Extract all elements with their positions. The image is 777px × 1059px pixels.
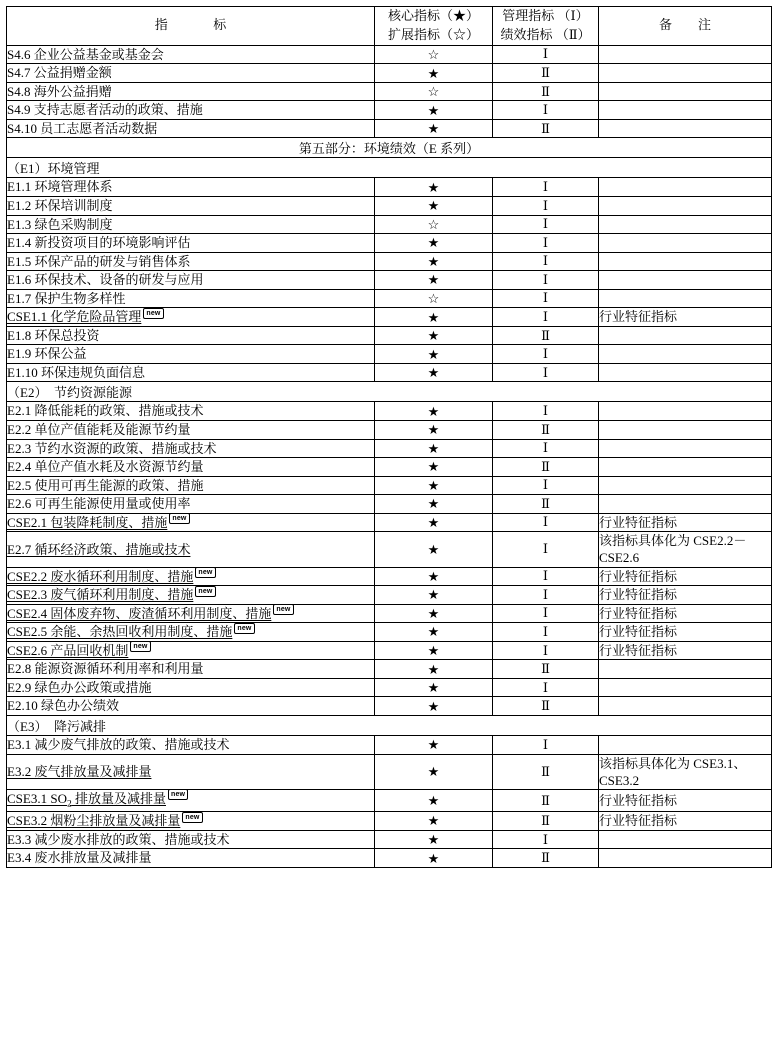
note-cell (599, 178, 772, 197)
table-row (7, 252, 772, 271)
core-indicator-mark: ★ (375, 495, 493, 514)
core-indicator-mark: ★ (375, 789, 493, 811)
core-indicator-mark: ★ (375, 697, 493, 716)
note-cell (599, 119, 772, 138)
group-title: （E2） 节约资源能源 (7, 382, 772, 402)
table-row (7, 532, 772, 567)
indicator-name: S4.8 海外公益捐赠 (7, 83, 112, 99)
indicator-name: E3.3 减少废水排放的政策、措施或技术 (7, 831, 230, 847)
table-row (7, 458, 772, 477)
table-row (7, 234, 772, 253)
indicator-name-cell (7, 439, 375, 458)
management-indicator-mark: Ⅰ (493, 308, 599, 327)
column-header-core (375, 7, 493, 46)
table-row (7, 45, 772, 64)
note-cell: 行业特征指标 (599, 308, 772, 327)
indicator-name-cell (7, 641, 375, 660)
note-cell: 行业特征指标 (599, 513, 772, 532)
table-row (7, 735, 772, 754)
indicator-name-cell (7, 623, 375, 642)
indicator-name-cell (7, 363, 375, 382)
management-indicator-mark: Ⅰ (493, 271, 599, 290)
note-cell: 行业特征指标 (599, 789, 772, 811)
note-cell: 行业特征指标 (599, 604, 772, 623)
table-row (7, 754, 772, 789)
table-header-row (7, 7, 772, 46)
indicator-name: E3.1 减少废气排放的政策、措施或技术 (7, 736, 230, 752)
management-indicator-mark: Ⅱ (493, 458, 599, 477)
management-indicator-mark: Ⅰ (493, 830, 599, 849)
core-indicator-mark: ★ (375, 119, 493, 138)
note-cell (599, 476, 772, 495)
indicator-name-cell (7, 215, 375, 234)
note-cell: 行业特征指标 (599, 567, 772, 586)
table-row (7, 812, 772, 831)
management-indicator-mark: Ⅱ (493, 64, 599, 83)
indicator-name-cell (7, 234, 375, 253)
management-indicator-mark: Ⅰ (493, 623, 599, 642)
table-row (7, 789, 772, 811)
indicator-name-cell (7, 735, 375, 754)
indicator-name: E1.8 环保总投资 (7, 327, 100, 343)
table-row (7, 678, 772, 697)
note-cell (599, 326, 772, 345)
indicator-name: E1.1 环境管理体系 (7, 179, 113, 195)
indicator-name: E2.5 使用可再生能源的政策、措施 (7, 477, 204, 493)
new-badge-icon: new (169, 513, 189, 524)
management-indicator-mark: Ⅰ (493, 586, 599, 605)
core-indicator-mark: ★ (375, 363, 493, 382)
indicator-name-cell (7, 830, 375, 849)
table-row (7, 345, 772, 364)
indicator-name-cell (7, 697, 375, 716)
core-indicator-mark: ★ (375, 849, 493, 868)
new-badge-icon: new (182, 812, 202, 823)
new-badge-icon: new (168, 789, 188, 800)
indicator-name: E1.3 绿色采购制度 (7, 216, 113, 232)
column-header-core-line1: 核心指标（★） (387, 8, 479, 23)
indicator-name-cell (7, 64, 375, 83)
indicator-name-cell (7, 586, 375, 605)
indicator-name-cell (7, 178, 375, 197)
indicator-name: S4.9 支持志愿者活动的政策、措施 (7, 102, 203, 118)
indicator-name-cell (7, 45, 375, 64)
new-badge-icon: new (195, 567, 215, 578)
note-cell (599, 82, 772, 101)
indicator-name: CSE2.2 废水循环利用制度、措施 (7, 568, 194, 584)
indicator-name: E1.9 环保公益 (7, 346, 87, 362)
new-badge-icon: new (195, 586, 215, 597)
note-cell (599, 289, 772, 308)
management-indicator-mark: Ⅰ (493, 476, 599, 495)
management-indicator-mark: Ⅰ (493, 678, 599, 697)
group-header-row (7, 715, 772, 735)
indicator-name: CSE2.6 产品回收机制 (7, 642, 129, 658)
core-indicator-mark: ☆ (375, 215, 493, 234)
table-row (7, 420, 772, 439)
management-indicator-mark: Ⅰ (493, 101, 599, 120)
note-cell: 行业特征指标 (599, 623, 772, 642)
indicator-name-cell (7, 402, 375, 421)
note-cell (599, 252, 772, 271)
core-indicator-mark: ★ (375, 402, 493, 421)
management-indicator-mark: Ⅰ (493, 252, 599, 271)
indicator-name-cell (7, 271, 375, 290)
management-indicator-mark: Ⅰ (493, 234, 599, 253)
management-indicator-mark: Ⅰ (493, 345, 599, 364)
core-indicator-mark: ★ (375, 641, 493, 660)
indicator-name-cell (7, 812, 375, 831)
management-indicator-mark: Ⅱ (493, 849, 599, 868)
indicator-name: E1.10 环保违规负面信息 (7, 364, 145, 380)
management-indicator-mark: Ⅱ (493, 82, 599, 101)
table-row (7, 476, 772, 495)
core-indicator-mark: ★ (375, 567, 493, 586)
indicator-name-cell (7, 532, 375, 567)
management-indicator-mark: Ⅰ (493, 604, 599, 623)
note-cell: 行业特征指标 (599, 812, 772, 831)
table-row (7, 513, 772, 532)
management-indicator-mark: Ⅰ (493, 532, 599, 567)
note-cell (599, 830, 772, 849)
table-row (7, 604, 772, 623)
indicator-name-cell (7, 289, 375, 308)
note-cell: 行业特征指标 (599, 586, 772, 605)
indicator-name: E1.4 新投资项目的环境影响评估 (7, 235, 191, 251)
indicator-name-cell (7, 604, 375, 623)
note-cell (599, 234, 772, 253)
management-indicator-mark: Ⅱ (493, 326, 599, 345)
note-cell (599, 45, 772, 64)
indicator-name: CSE1.1 化学危险品管理 (7, 309, 142, 325)
note-cell (599, 64, 772, 83)
table-row (7, 363, 772, 382)
core-indicator-mark: ★ (375, 196, 493, 215)
indicator-name-cell (7, 567, 375, 586)
indicator-name-cell (7, 101, 375, 120)
column-header-management-line2: 绩效指标 （Ⅱ） (500, 26, 591, 42)
core-indicator-mark: ★ (375, 830, 493, 849)
indicator-name-cell (7, 345, 375, 364)
core-indicator-mark: ★ (375, 308, 493, 327)
indicator-name-cell (7, 513, 375, 532)
note-cell (599, 402, 772, 421)
indicator-name: E2.1 降低能耗的政策、措施或技术 (7, 403, 204, 419)
table-row (7, 586, 772, 605)
group-header-row (7, 382, 772, 402)
table-row (7, 308, 772, 327)
column-header-core-line2: 扩展指标（☆） (387, 26, 479, 42)
column-header-note: 备 注 (599, 7, 772, 46)
new-badge-icon: new (143, 308, 163, 319)
new-badge-icon: new (273, 604, 293, 615)
table-row (7, 119, 772, 138)
core-indicator-mark: ★ (375, 735, 493, 754)
section-header-row (7, 138, 772, 158)
management-indicator-mark: Ⅰ (493, 735, 599, 754)
note-cell (599, 849, 772, 868)
management-indicator-mark: Ⅰ (493, 215, 599, 234)
indicator-name: CSE3.1 $SO_2$ 排放量及减排量 (7, 790, 166, 810)
new-badge-icon: new (234, 623, 254, 634)
table-row (7, 289, 772, 308)
indicator-name: E2.3 节约水资源的政策、措施或技术 (7, 440, 217, 456)
indicator-name-cell (7, 119, 375, 138)
note-cell (599, 735, 772, 754)
indicator-name: S4.7 公益捐赠金额 (7, 65, 112, 81)
table-row (7, 402, 772, 421)
table-row (7, 567, 772, 586)
management-indicator-mark: Ⅱ (493, 697, 599, 716)
table-row (7, 623, 772, 642)
table-row (7, 178, 772, 197)
management-indicator-mark: Ⅱ (493, 812, 599, 831)
core-indicator-mark: ★ (375, 604, 493, 623)
indicator-name: E2.6 可再生能源使用量或使用率 (7, 496, 191, 512)
core-indicator-mark: ★ (375, 252, 493, 271)
core-indicator-mark: ★ (375, 439, 493, 458)
indicator-name: E3.2 废气排放量及减排量 (7, 763, 152, 779)
indicator-name-cell (7, 252, 375, 271)
indicator-name: E2.9 绿色办公政策或措施 (7, 679, 152, 695)
note-cell (599, 439, 772, 458)
group-header-row (7, 158, 772, 178)
table-row (7, 660, 772, 679)
note-cell: 该指标具体化为 CSE2.2－CSE2.6 (599, 532, 772, 567)
management-indicator-mark: Ⅰ (493, 567, 599, 586)
table-row (7, 830, 772, 849)
group-title: （E1）环境管理 (7, 158, 772, 178)
core-indicator-mark: ★ (375, 420, 493, 439)
indicator-name: CSE3.2 烟粉尘排放量及减排量 (7, 813, 181, 829)
core-indicator-mark: ☆ (375, 289, 493, 308)
table-row (7, 849, 772, 868)
indicator-name-cell (7, 308, 375, 327)
management-indicator-mark: Ⅰ (493, 513, 599, 532)
core-indicator-mark: ★ (375, 101, 493, 120)
note-cell (599, 345, 772, 364)
indicator-table (6, 6, 772, 868)
note-cell (599, 458, 772, 477)
indicator-name-cell (7, 420, 375, 439)
indicator-name: E2.2 单位产值能耗及能源节约量 (7, 421, 191, 437)
indicator-name: CSE2.3 废气循环利用制度、措施 (7, 587, 194, 603)
indicator-name: S4.10 员工志愿者活动数据 (7, 120, 158, 136)
table-row (7, 101, 772, 120)
management-indicator-mark: Ⅰ (493, 402, 599, 421)
management-indicator-mark: Ⅰ (493, 178, 599, 197)
indicator-name: E2.8 能源资源循环利用率和利用量 (7, 661, 204, 677)
indicator-name: E1.7 保护生物多样性 (7, 290, 126, 306)
table-header (7, 7, 772, 46)
table-row (7, 495, 772, 514)
note-cell (599, 697, 772, 716)
indicator-name-cell (7, 326, 375, 345)
indicator-name: CSE2.1 包装降耗制度、措施 (7, 514, 168, 530)
core-indicator-mark: ★ (375, 532, 493, 567)
core-indicator-mark: ★ (375, 678, 493, 697)
core-indicator-mark: ★ (375, 458, 493, 477)
note-cell (599, 495, 772, 514)
table-row (7, 641, 772, 660)
note-cell (599, 196, 772, 215)
management-indicator-mark: Ⅱ (493, 754, 599, 789)
indicator-name-cell (7, 82, 375, 101)
core-indicator-mark: ★ (375, 326, 493, 345)
indicator-name-cell (7, 476, 375, 495)
indicator-name: E2.4 单位产值水耗及水资源节约量 (7, 459, 204, 475)
management-indicator-mark: Ⅱ (493, 495, 599, 514)
note-cell (599, 678, 772, 697)
core-indicator-mark: ★ (375, 513, 493, 532)
section-title: 第五部分：环境绩效（E 系列） (7, 138, 772, 158)
indicator-name: S4.6 企业公益基金或基金会 (7, 46, 164, 62)
table-row (7, 215, 772, 234)
core-indicator-mark: ★ (375, 476, 493, 495)
note-cell: 行业特征指标 (599, 641, 772, 660)
management-indicator-mark: Ⅱ (493, 119, 599, 138)
core-indicator-mark: ☆ (375, 45, 493, 64)
core-indicator-mark: ★ (375, 345, 493, 364)
indicator-name-cell (7, 754, 375, 789)
note-cell (599, 271, 772, 290)
core-indicator-mark: ★ (375, 660, 493, 679)
table-row (7, 326, 772, 345)
management-indicator-mark: Ⅱ (493, 789, 599, 811)
indicator-name-cell (7, 789, 375, 811)
core-indicator-mark: ★ (375, 64, 493, 83)
column-header-indicator: 指 标 (7, 7, 375, 46)
indicator-name: E3.4 废水排放量及减排量 (7, 850, 152, 866)
management-indicator-mark: Ⅰ (493, 45, 599, 64)
core-indicator-mark: ★ (375, 754, 493, 789)
indicator-name: E1.6 环保技术、设备的研发与应用 (7, 272, 204, 288)
table-row (7, 439, 772, 458)
management-indicator-mark: Ⅰ (493, 289, 599, 308)
table-row (7, 64, 772, 83)
indicator-name-cell (7, 849, 375, 868)
table-body (7, 45, 772, 867)
core-indicator-mark: ★ (375, 623, 493, 642)
indicator-name: E2.7 循环经济政策、措施或技术 (7, 541, 191, 557)
indicator-name: CSE2.5 余能、余热回收利用制度、措施 (7, 624, 233, 640)
management-indicator-mark: Ⅱ (493, 420, 599, 439)
column-header-management-line1: 管理指标 （Ⅰ） (502, 8, 589, 23)
column-header-management (493, 7, 599, 46)
core-indicator-mark: ★ (375, 234, 493, 253)
table-row (7, 82, 772, 101)
core-indicator-mark: ☆ (375, 82, 493, 101)
indicator-name-cell (7, 660, 375, 679)
note-cell: 该指标具体化为 CSE3.1、CSE3.2 (599, 754, 772, 789)
new-badge-icon: new (130, 641, 150, 652)
indicator-name: E1.2 环保培训制度 (7, 197, 113, 213)
core-indicator-mark: ★ (375, 271, 493, 290)
management-indicator-mark: Ⅰ (493, 641, 599, 660)
note-cell (599, 101, 772, 120)
indicator-name: CSE2.4 固体废弃物、废渣循环利用制度、措施 (7, 605, 272, 621)
indicator-name: E1.5 环保产品的研发与销售体系 (7, 253, 191, 269)
table-row (7, 196, 772, 215)
note-cell (599, 420, 772, 439)
table-row (7, 271, 772, 290)
indicator-name-cell (7, 458, 375, 477)
indicator-name: E2.10 绿色办公绩效 (7, 698, 119, 714)
management-indicator-mark: Ⅱ (493, 660, 599, 679)
note-cell (599, 660, 772, 679)
indicator-name-cell (7, 678, 375, 697)
core-indicator-mark: ★ (375, 586, 493, 605)
indicator-name-cell (7, 495, 375, 514)
core-indicator-mark: ★ (375, 178, 493, 197)
management-indicator-mark: Ⅰ (493, 439, 599, 458)
note-cell (599, 363, 772, 382)
note-cell (599, 215, 772, 234)
management-indicator-mark: Ⅰ (493, 196, 599, 215)
core-indicator-mark: ★ (375, 812, 493, 831)
group-title: （E3） 降污减排 (7, 715, 772, 735)
management-indicator-mark: Ⅰ (493, 363, 599, 382)
indicator-name-cell (7, 196, 375, 215)
table-row (7, 697, 772, 716)
